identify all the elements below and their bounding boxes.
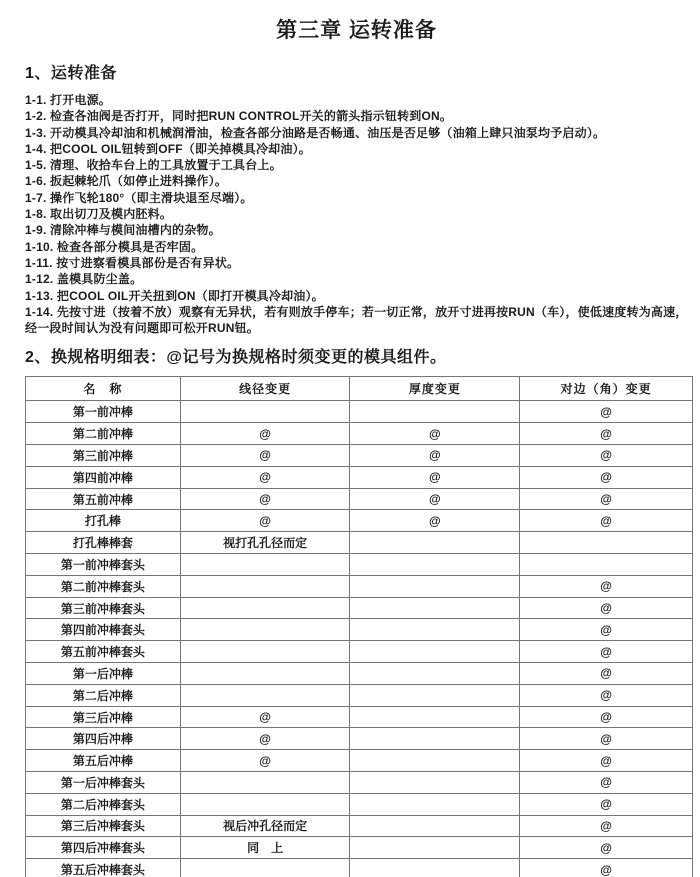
component-name-cell: 第四后冲棒	[26, 728, 181, 750]
component-name-cell: 第一后冲棒	[26, 663, 181, 685]
component-name-cell: 第一前冲棒	[26, 401, 181, 423]
change-mark-cell: @	[180, 728, 350, 750]
component-name-cell: 打孔棒	[26, 510, 181, 532]
change-mark-cell: @	[520, 401, 693, 423]
table-row	[26, 401, 693, 423]
change-mark-cell: @	[520, 837, 693, 859]
component-name-cell: 打孔棒棒套	[26, 532, 181, 554]
change-mark-cell	[180, 641, 350, 663]
change-mark-cell: @	[350, 510, 520, 532]
table-row	[26, 859, 693, 877]
column-header: 名 称	[26, 377, 181, 401]
list-item: 1-14. 先按寸进（按着不放）观察有无异状，若有则放手停车；若一切正常，放开寸进再按RUN（车），使低速度转为高速，经一段时间认为没有问题即可松开RUN钮。	[25, 304, 688, 336]
component-name-cell: 第五后冲棒套头	[26, 859, 181, 877]
list-item: 1-4. 把COOL OIL钮转到OFF（即关掉模具冷却油）。	[25, 141, 311, 156]
table-row	[26, 815, 693, 837]
component-name-cell: 第三前冲棒	[26, 445, 181, 467]
change-mark-cell	[350, 859, 520, 877]
change-mark-cell: @	[520, 859, 693, 877]
change-mark-cell: @	[180, 423, 350, 445]
change-mark-cell	[350, 532, 520, 554]
list-item: 1-8. 取出切刀及模内胚料。	[25, 207, 173, 222]
component-name-cell: 第一后冲棒套头	[26, 772, 181, 794]
component-name-cell: 第五后冲棒	[26, 750, 181, 772]
change-mark-cell	[180, 859, 350, 877]
column-header: 对边（角）变更	[520, 377, 693, 401]
change-mark-cell: @	[350, 466, 520, 488]
change-mark-cell: @	[520, 663, 693, 685]
change-mark-cell	[350, 684, 520, 706]
table-row	[26, 684, 693, 706]
component-name-cell: 第四前冲棒	[26, 466, 181, 488]
list-item: 1-2. 检查各油阀是否打开，同时把RUN CONTROL开关的箭头指示钮转到ON。	[25, 109, 453, 124]
change-mark-cell	[350, 401, 520, 423]
change-mark-cell	[350, 728, 520, 750]
table-row	[26, 706, 693, 728]
list-item: 1-13. 把COOL OIL开关扭到ON（即打开模具冷却油）。	[25, 288, 324, 303]
change-mark-cell: @	[350, 488, 520, 510]
component-name-cell: 第三前冲棒套头	[26, 597, 181, 619]
list-item: 1-7. 操作飞轮180°（即主滑块退至尽端）。	[25, 190, 253, 205]
table-row	[26, 772, 693, 794]
change-mark-cell: @	[180, 466, 350, 488]
mold-change-table	[25, 376, 693, 877]
change-mark-cell: @	[520, 510, 693, 532]
change-mark-cell	[180, 597, 350, 619]
change-mark-cell	[180, 772, 350, 794]
change-mark-cell	[520, 554, 693, 576]
table-row	[26, 554, 693, 576]
list-item: 1-12. 盖模具防尘盖。	[25, 272, 143, 287]
change-mark-cell: @	[180, 706, 350, 728]
change-mark-cell	[350, 706, 520, 728]
change-mark-cell	[350, 750, 520, 772]
table-row	[26, 597, 693, 619]
change-mark-cell: @	[180, 488, 350, 510]
table-row	[26, 575, 693, 597]
change-mark-cell	[180, 663, 350, 685]
change-mark-cell	[350, 575, 520, 597]
change-mark-cell	[350, 837, 520, 859]
component-name-cell: 第一前冲棒套头	[26, 554, 181, 576]
component-name-cell: 第二前冲棒套头	[26, 575, 181, 597]
component-name-cell: 第三后冲棒	[26, 706, 181, 728]
change-mark-cell: @	[350, 423, 520, 445]
change-mark-cell	[180, 684, 350, 706]
change-mark-cell	[350, 772, 520, 794]
change-mark-cell: @	[520, 466, 693, 488]
column-header: 厚度变更	[350, 377, 520, 401]
component-name-cell: 第三后冲棒套头	[26, 815, 181, 837]
change-mark-cell	[180, 793, 350, 815]
table-header-row	[26, 377, 693, 401]
change-mark-cell	[180, 619, 350, 641]
change-mark-cell: 视后冲孔径而定	[180, 815, 350, 837]
table-row	[26, 510, 693, 532]
change-mark-cell	[520, 532, 693, 554]
table-row	[26, 488, 693, 510]
list-item: 1-1. 打开电源。	[25, 93, 112, 107]
change-mark-cell	[350, 554, 520, 576]
change-mark-cell: @	[520, 706, 693, 728]
component-name-cell: 第二前冲棒	[26, 423, 181, 445]
change-mark-cell: @	[520, 597, 693, 619]
component-name-cell: 第五前冲棒	[26, 488, 181, 510]
table-row	[26, 619, 693, 641]
table-row	[26, 532, 693, 554]
change-mark-cell: @	[520, 815, 693, 837]
change-mark-cell: @	[520, 445, 693, 467]
change-mark-cell	[350, 815, 520, 837]
change-mark-cell: @	[350, 445, 520, 467]
component-name-cell: 第五前冲棒套头	[26, 641, 181, 663]
table-body	[26, 401, 693, 877]
table-row	[26, 466, 693, 488]
table-row	[26, 641, 693, 663]
table-row	[26, 750, 693, 772]
table-row	[26, 728, 693, 750]
change-mark-cell: @	[520, 728, 693, 750]
change-mark-cell: @	[180, 510, 350, 532]
change-mark-cell: @	[520, 488, 693, 510]
change-mark-cell	[350, 619, 520, 641]
change-mark-cell: @	[520, 619, 693, 641]
list-item: 1-3. 开动模具冷却油和机械润滑油，检查各部分油路是否畅通、油压是否足够（油箱上肆只油泵均予启动）。	[25, 125, 606, 140]
list-item: 1-6. 扳起棘轮爪（如停止进料操作）。	[25, 174, 228, 189]
table-row	[26, 663, 693, 685]
change-mark-cell	[180, 554, 350, 576]
component-name-cell: 第二后冲棒	[26, 684, 181, 706]
change-mark-cell: @	[520, 575, 693, 597]
change-mark-cell	[350, 793, 520, 815]
change-mark-cell: @	[520, 793, 693, 815]
page-title: 第三章 运转准备	[276, 19, 437, 42]
component-name-cell: 第二后冲棒套头	[26, 793, 181, 815]
change-mark-cell: @	[520, 423, 693, 445]
change-mark-cell: 视打孔孔径而定	[180, 532, 350, 554]
change-mark-cell: @	[180, 750, 350, 772]
change-mark-cell: @	[520, 641, 693, 663]
change-mark-cell	[180, 575, 350, 597]
table-row	[26, 423, 693, 445]
list-item: 1-10. 检查各部分模具是否牢固。	[25, 239, 204, 254]
table-row	[26, 445, 693, 467]
section2-heading: 2、换规格明细表：@记号为换规格时须变更的模具组件。	[25, 349, 447, 367]
change-mark-cell	[180, 401, 350, 423]
list-item: 1-5. 清理、收拾车台上的工具放置于工具台上。	[25, 158, 282, 173]
change-mark-cell	[350, 663, 520, 685]
change-mark-cell: @	[180, 445, 350, 467]
column-header: 线径变更	[180, 377, 350, 401]
change-mark-cell: @	[520, 772, 693, 794]
table-row	[26, 837, 693, 859]
change-mark-cell	[350, 641, 520, 663]
change-mark-cell: @	[520, 750, 693, 772]
component-name-cell: 第四前冲棒套头	[26, 619, 181, 641]
section1-heading: 1、运转准备	[25, 65, 117, 82]
list-item: 1-11. 按寸进察看模具部份是否有异状。	[25, 255, 240, 270]
component-name-cell: 第四后冲棒套头	[26, 837, 181, 859]
change-mark-cell: @	[520, 684, 693, 706]
procedure-list	[25, 92, 688, 336]
list-item: 1-9. 清除冲棒与模间油槽内的杂物。	[25, 223, 221, 238]
change-mark-cell: 同 上	[180, 837, 350, 859]
change-mark-cell	[350, 597, 520, 619]
table-row	[26, 793, 693, 815]
